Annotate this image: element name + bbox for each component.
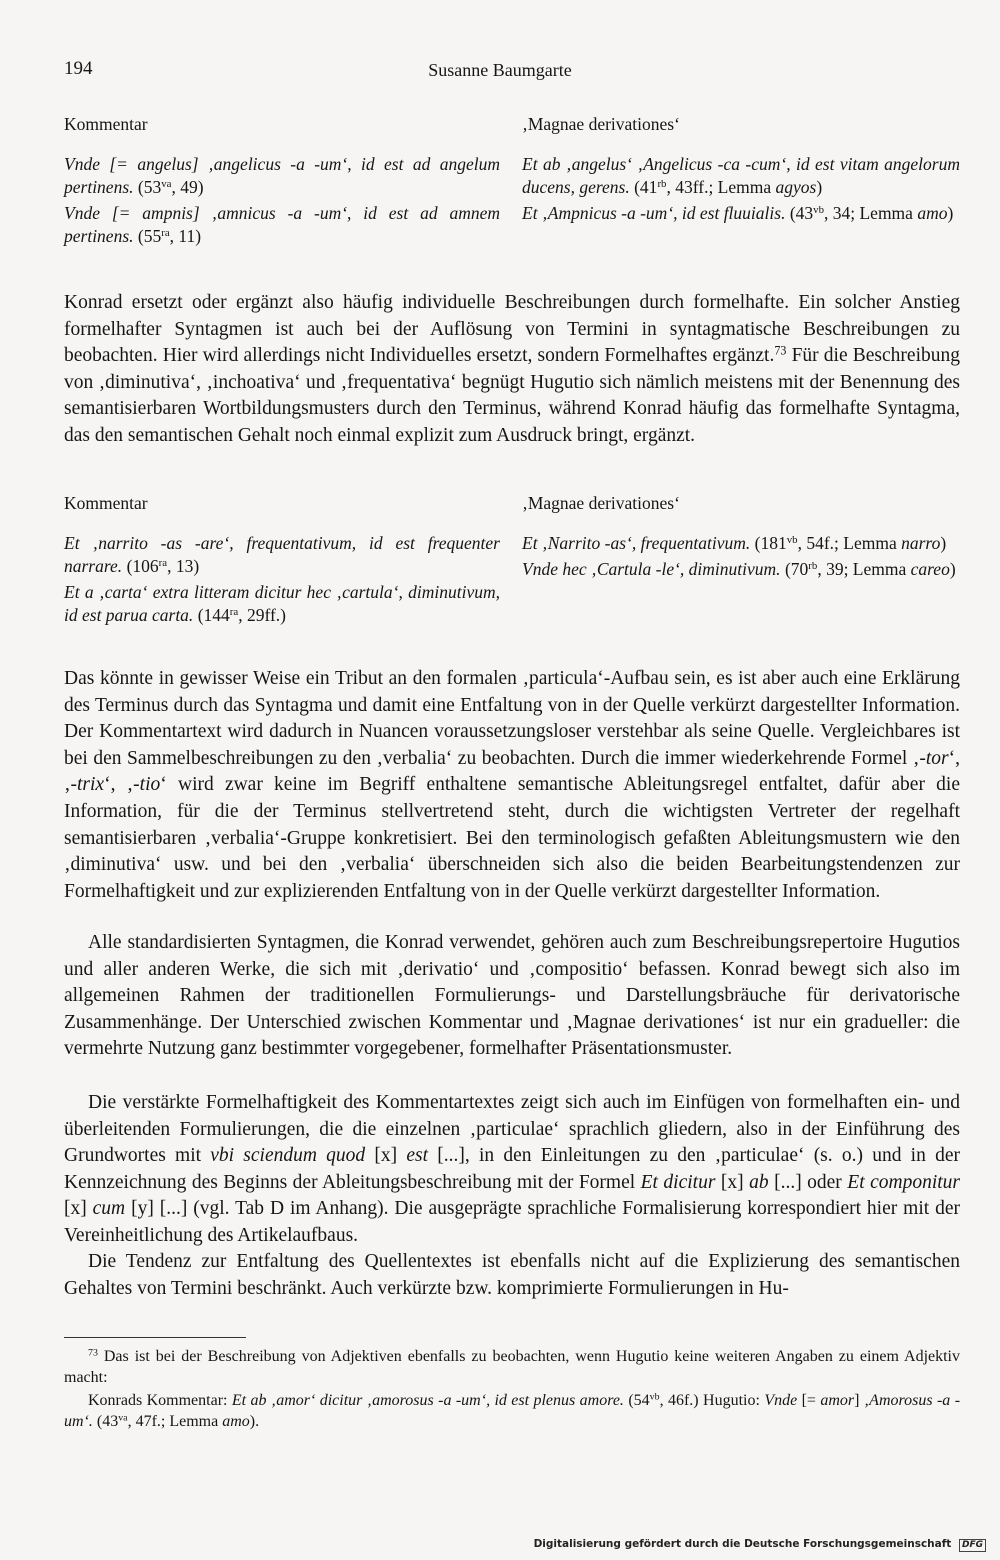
text-run: [...], in den Einleitungen zu den ‚particulae‘ (s. o.) und in der Kennzeichnung des Beginns der Ableitungsbeschreibung mit der Formel: [64, 1145, 960, 1193]
comparison-table-1: [64, 113, 960, 246]
text-run: , 13): [167, 556, 200, 576]
table-header: ‚Magnae derivationes‘: [522, 114, 680, 134]
italic-text: Et a ‚carta‘ extra litteram dicitur hec ‚cartula‘, diminutivum, id est parua carta.: [64, 582, 500, 625]
page-number: 194: [64, 58, 93, 79]
superscript: rb: [808, 560, 818, 573]
table-column-magnae-derivationes: [522, 113, 960, 225]
table-entry: [64, 581, 500, 627]
text-run: (41: [629, 177, 658, 197]
body-paragraph: [64, 666, 960, 905]
text-run: Das ist bei der Beschreibung von Adjektiven ebenfalls zu beobachten, wenn Hugutio keine weiteren Angaben zu einem Adjektiv macht:: [64, 1348, 960, 1386]
text-run: Konrad ersetzt oder ergänzt also häufig individuelle Beschreibungen durch formelhafte. Ein solcher Anstieg formelhafter Syntagmen ist auch bei der Auflösung von Termini in syntagmatische Beschreibungen zu beobachten. Hier wird allerdings nicht Individuelles ersetzt, sondern Formelhaftes ergänzt.: [64, 292, 960, 367]
italic-text: agyos: [775, 177, 817, 197]
italic-text: est: [406, 1145, 429, 1167]
table-entry: [522, 532, 960, 555]
italic-text: Et ab ‚amor‘ dicitur ‚amorosus -a -um‘, id est plenus amore.: [231, 1392, 624, 1409]
footnote-continuation: [64, 1391, 960, 1432]
text-run: , 46f.) Hugutio:: [659, 1392, 765, 1409]
body-paragraph: [64, 930, 960, 1063]
table-entry: [522, 153, 960, 199]
text-run: , 43ff.; Lemma: [666, 177, 776, 197]
superscript: ra: [229, 606, 239, 619]
text-run: (55: [133, 226, 162, 246]
text-run: , 34; Lemma: [824, 203, 918, 223]
italic-text: ‚Amorosus -a -um‘.: [64, 1392, 961, 1430]
italic-text: Et ‚Narrito -as‘, frequentativum.: [522, 533, 751, 553]
italic-text: Vnde: [764, 1392, 798, 1409]
text-run: ): [947, 203, 954, 223]
italic-text: amo: [222, 1412, 250, 1430]
text-run: (106: [122, 556, 159, 576]
italic-text: Vnde [= angelus] ‚angelicus -a -um‘, id est ad angelum pertinens.: [64, 154, 500, 197]
superscript: 73: [774, 343, 787, 358]
italic-text: Vnde [= ampnis] ‚amnicus -a -um‘, id est ad amnem pertinens.: [64, 203, 500, 246]
italic-text: amor: [820, 1392, 855, 1409]
text-run: Alle standardisierten Syntagmen, die Konrad verwendet, gehören auch zum Beschreibungsrepertoire Hugutios und aller anderen Werke, die sich mit ‚derivatio‘ und ‚compositio‘ befassen. Konrad bewegt sich also im allgemeinen Rahmen der traditionellen Formulierungs- und Darstellungsbräuche für derivatorische Zusammenhänge. Der Unterschied zwischen Kommentar und ‚Magnae derivationes‘ ist nur ein gradueller: die vermehrte Nutzung ganz bestimmter vorgegebener, formelhafter Präsentationsmuster.: [64, 932, 960, 1060]
italic-text: -tor: [919, 747, 949, 769]
text-run: , 49): [171, 177, 204, 197]
text-run: (53: [133, 177, 162, 197]
italic-text: Et ‚narrito -as -are‘, frequentativum, id est frequenter narrare.: [64, 533, 500, 576]
text-run: Die verstärkte Formelhaftigkeit des Kommentartextes zeigt sich auch im Einfügen von formelhaften ein- und überleitenden Formulierungen, die die einzelnen ‚particulae‘ sprachlich gliedern, also in der Einführung des Grundwortes mit: [64, 1092, 960, 1167]
italic-text: vbi sciendum quod: [210, 1145, 366, 1167]
text-run: ): [949, 559, 956, 579]
superscript: va: [161, 178, 172, 191]
text-run: (181: [750, 533, 787, 553]
text-run: Für die Beschreibung von ‚diminutiva‘, ‚inchoativa‘ und ‚frequentativa‘ begnügt Hugutio sich nämlich meistens mit der Benennung des semantisierbaren Wortbildungsmusters durch den Terminus, während Konrad häufig das formelhafte Syntagma, das den semantischen Gehalt noch einmal explizit zum Ausdruck bringt, ergänzt.: [64, 345, 960, 446]
text-run: ).: [249, 1412, 260, 1430]
text-run: Die Tendenz zur Entfaltung des Quellentextes ist ebenfalls nicht auf die Explizierung des semantischen Gehaltes von Termini beschränkt. Auch verkürzte bzw. komprimierte Formulierungen in Hu-: [64, 1251, 960, 1299]
footnote-divider: [64, 1337, 246, 1338]
table-entry: [522, 558, 960, 581]
superscript: ra: [158, 557, 168, 570]
italic-text: -trix: [70, 774, 105, 796]
text-run: Konrads Kommentar:: [88, 1392, 232, 1409]
text-run: ): [940, 533, 947, 553]
body-paragraph: [64, 1249, 960, 1302]
comparison-table-2: [64, 492, 960, 632]
dfg-logo-icon: DFG: [959, 1539, 986, 1552]
body-paragraph: [64, 290, 960, 450]
text-run: [y] [...] (vgl. Tab D im Anhang). Die ausgeprägte sprachliche Formalisierung korrespondiert hier mit der Vereinheitlichung des Artikelaufbaus.: [64, 1198, 960, 1246]
text-run: ): [816, 177, 823, 197]
text-run: (144: [193, 605, 230, 625]
table-column-kommentar: [64, 113, 500, 248]
table-column-kommentar: [64, 492, 500, 627]
superscript: vb: [786, 534, 798, 547]
italic-text: Et ‚Ampnicus -a -um‘, id est fluuialis.: [522, 203, 786, 223]
table-column-magnae-derivationes: [522, 492, 960, 581]
italic-text: Et ab ‚angelus‘ ‚Angelicus -ca -cum‘, id est vitam angelorum ducens, gerens.: [522, 154, 960, 197]
credit-text: Digitalisierung gefördert durch die Deutsche Forschungsgemeinschaft: [533, 1538, 952, 1550]
text-run: (43: [92, 1412, 119, 1430]
text-run: , 54f.; Lemma: [797, 533, 902, 553]
table-header: ‚Magnae derivationes‘: [522, 493, 680, 513]
superscript: va: [118, 1412, 128, 1424]
text-run: [=: [797, 1392, 821, 1409]
text-run: ‘ wird zwar keine im Begriff enthaltene semantische Ableitungsregel entfaltet, dafür aber die Information, für die der Terminus stellvertretend steht, durch die wichtigsten Vertreter der regelhaft semantisierbaren ‚verbalia‘-Gruppe konkretisiert. Bei den terminologisch gefaßten Ableitungsmustern wie den ‚diminutiva‘ usw. und bei den ‚verbalia‘ überschneiden sich also die beiden Bearbeitungstendenzen zur Formelhaftigkeit und zur explizierenden Entfaltung von in der Quelle verkürzt dargestellter Information.: [64, 774, 960, 902]
text-run: [x]: [715, 1171, 750, 1193]
digitization-credit: [534, 1538, 986, 1552]
text-run: (43: [785, 203, 814, 223]
footnote: [64, 1347, 960, 1388]
italic-text: Et dicitur: [640, 1171, 716, 1193]
italic-text: cum: [92, 1198, 126, 1220]
text-run: [x]: [64, 1198, 93, 1220]
italic-text: careo: [910, 559, 950, 579]
text-run: ‘, ‚: [64, 747, 960, 796]
text-run: ‘, ‚: [104, 774, 134, 796]
superscript: ra: [161, 227, 170, 240]
text-run: [x]: [365, 1145, 407, 1167]
text-run: , 39; Lemma: [817, 559, 911, 579]
superscript: rb: [657, 178, 667, 191]
text-run: , 29ff.): [238, 605, 286, 625]
superscript: vb: [813, 204, 824, 217]
italic-text: ab: [749, 1171, 769, 1193]
italic-text: Et componitur: [847, 1171, 960, 1193]
italic-text: amo: [917, 203, 948, 223]
table-entry: [64, 202, 500, 248]
italic-text: -tio: [133, 774, 161, 796]
italic-text: narro: [901, 533, 941, 553]
body-paragraph: [64, 1090, 960, 1250]
text-run: ]: [854, 1392, 864, 1409]
table-entry: [522, 202, 960, 225]
table-header: Kommentar: [64, 114, 148, 134]
text-run: Das könnte in gewisser Weise ein Tribut an den formalen ‚particula‘-Aufbau sein, es ist aber auch eine Erklärung des Terminus durch das Syntagma und damit eine Entfaltung von in der Quelle verkürzt dargestellter Information. Der Kommentartext wird dadurch in Nuancen voraussetzungsloser verstehbar als seine Quelle. Vergleichbares ist bei den Sammelbeschreibungen zu den ‚verbalia‘ zu beobachten. Durch die immer wiederkehrende Formel ‚: [64, 668, 960, 769]
table-header: Kommentar: [64, 493, 148, 513]
text-run: [...] oder: [768, 1171, 848, 1193]
superscript: 73: [88, 1347, 98, 1359]
table-entry: [64, 532, 500, 578]
text-run: , 11): [169, 226, 202, 246]
text-run: , 47f.; Lemma: [127, 1412, 223, 1430]
running-head: Susanne Baumgarte: [428, 60, 572, 80]
superscript: vb: [649, 1391, 660, 1403]
table-entry: [64, 153, 500, 199]
text-run: (54: [623, 1392, 650, 1409]
italic-text: Vnde hec ‚Cartula -le‘, diminutivum.: [522, 559, 781, 579]
text-run: (70: [780, 559, 809, 579]
